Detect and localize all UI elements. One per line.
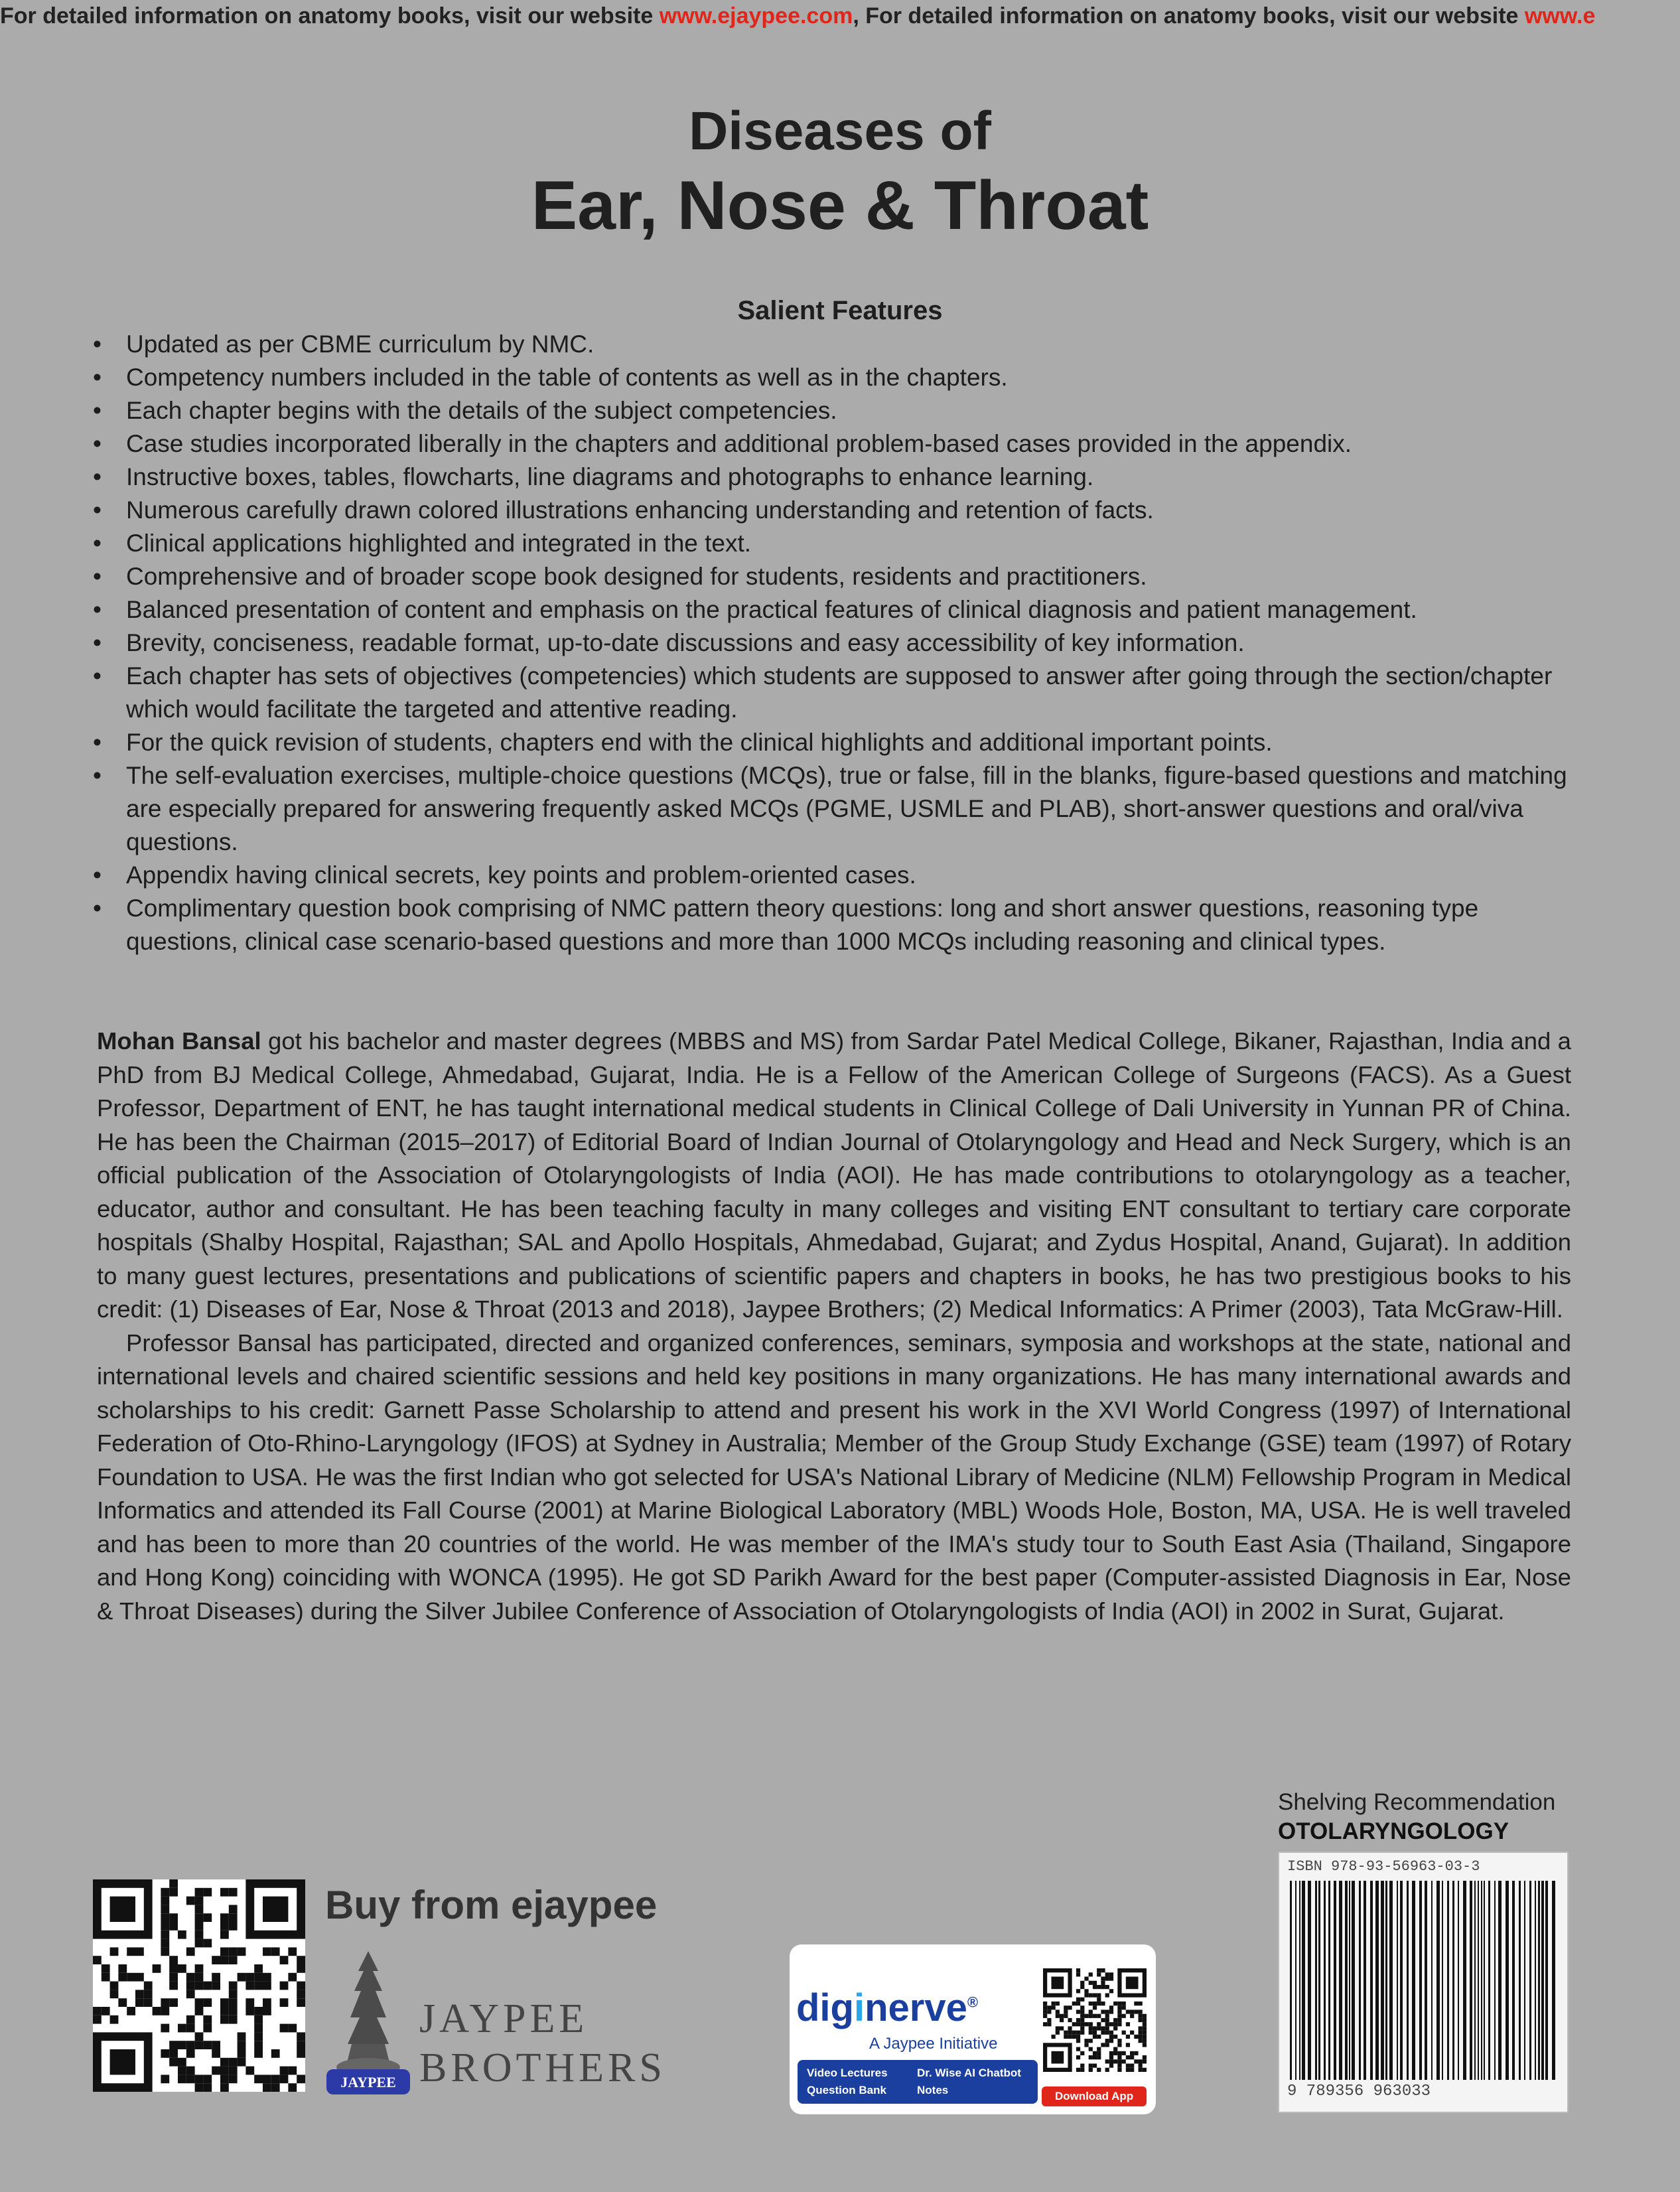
top-banner [0, 0, 1680, 32]
diginerve-qr-icon[interactable] [1043, 1968, 1147, 2072]
shelving-value: OTOLARYNGOLOGY [1278, 1818, 1509, 1844]
logo-part-b: i [853, 1986, 865, 2029]
features-list [93, 328, 1579, 958]
author-bio [97, 1025, 1571, 1628]
feature-item: • Each chapter has sets of objectives (competencies) which students are supposed to answer after going through the section/chapter which would facilitate the targeted and attentive reading. [93, 660, 1579, 726]
feature-item: • Competency numbers included in the table of contents as well as in the chapters. [93, 361, 1579, 394]
logo-part-c: nerve [865, 1986, 967, 2029]
author-name: Mohan Bansal [97, 1027, 261, 1055]
feature-item: • Appendix having clinical secrets, key points and problem-oriented cases. [93, 859, 1579, 892]
barcode-icon [1287, 1881, 1558, 2080]
registered-mark: ® [967, 1994, 979, 2011]
buy-from-ejaypee[interactable]: Buy from ejaypee [325, 1883, 658, 1927]
feature-ai-chatbot: Dr. Wise AI Chatbot [917, 2067, 1021, 2079]
publisher-line-1: JAYPEE [419, 1996, 589, 2041]
feature-video-lectures: Video Lectures [807, 2067, 888, 2079]
feature-item: • For the quick revision of students, chapters end with the clinical highlights and additional important points. [93, 726, 1579, 759]
feature-item: • The self-evaluation exercises, multiple-choice questions (MCQs), true or false, fill in the blanks, figure-based questions and matching are especially prepared for answering frequently asked MCQs (PGME, USMLE and PLAB), short-answer questions and oral/viva questions. [93, 759, 1579, 859]
feature-item: • Numerous carefully drawn colored illustrations enhancing understanding and retention of facts. [93, 494, 1579, 527]
banner-text-repeat: , For detailed information on anatomy books, visit our website [853, 3, 1525, 29]
shelving-recommendation [1278, 1788, 1610, 1846]
feature-item: • Case studies incorporated liberally in the chapters and additional problem-based cases provided in the appendix. [93, 427, 1579, 461]
banner-text: For detailed information on anatomy books, visit our website [0, 3, 660, 29]
emblem-label: JAYPEE [340, 2074, 396, 2090]
jaypee-emblem-icon [325, 1944, 411, 2097]
logo-part-a: dig [796, 1986, 854, 2029]
feature-item: • Clinical applications highlighted and integrated in the text. [93, 527, 1579, 560]
feature-item: • Comprehensive and of broader scope book designed for students, residents and practitioners. [93, 560, 1579, 593]
feature-item: • Brevity, conciseness, readable format, up-to-date discussions and easy accessibility of key information. [93, 626, 1579, 660]
title-line-1: Diseases of [689, 101, 991, 161]
website-link-repeat[interactable]: www.e [1524, 3, 1596, 29]
publisher-name [419, 1994, 666, 2092]
feature-notes: Notes [917, 2084, 949, 2096]
diginerve-logo [796, 1986, 978, 2030]
diginerve-tagline: A Jaypee Initiative [869, 2035, 998, 2053]
feature-item: • Updated as per CBME curriculum by NMC. [93, 328, 1579, 361]
isbn-text: ISBN 978-93-56963-03-3 [1287, 1858, 1480, 1875]
qr-code-icon[interactable] [93, 1879, 305, 2092]
feature-item: • Each chapter begins with the details of the subject competencies. [93, 394, 1579, 427]
publisher-line-2: BROTHERS [419, 2045, 666, 2090]
isbn-barcode [1278, 1852, 1569, 2113]
title-line-2: Ear, Nose & Throat [531, 167, 1149, 244]
bio-paragraph-1 [97, 1025, 1571, 1327]
diginerve-features [798, 2060, 1038, 2104]
shelving-label: Shelving Recommendation [1278, 1789, 1556, 1815]
feature-item: • Balanced presentation of content and emphasis on the practical features of clinical diagnosis and patient management. [93, 593, 1579, 626]
book-title [0, 98, 1680, 247]
feature-item: • Complimentary question book comprising of NMC pattern theory questions: long and short answer questions, reasoning type questions, clinical case scenario-based questions and more than 1000 MCQs including reasoning and clinical types. [93, 892, 1579, 958]
download-app-button[interactable]: Download App [1042, 2086, 1147, 2106]
features-heading: Salient Features [737, 296, 943, 325]
feature-item: • Instructive boxes, tables, flowcharts, line diagrams and photographs to enhance learning. [93, 461, 1579, 494]
feature-question-bank: Question Bank [807, 2084, 886, 2096]
barcode-digits: 9 789356 963033 [1287, 2082, 1431, 2100]
bio-text-1: got his bachelor and master degrees (MBBS and MS) from Sardar Patel Medical College, Bikaner, Rajasthan, India and a PhD from BJ Medical College, Ahmedabad, Gujarat, India. He is a Fellow of the American College of Surgeons (FACS). As a Guest Professor, Department of ENT, he has taught international medical students in Clinical College of Dali University in Yunnan PR of China. He has been the Chairman (2015–2017) of Editorial Board of Indian Journal of Otolaryngology and Head and Neck Surgery, which is an official publication of the Association of Otolaryngologists of India (AOI). He has made contributions to otolaryngology as a teacher, educator, author and consultant. He has been teaching faculty in many colleges and visiting ENT consultant to tertiary care corporate hospitals (Shalby Hospital, Rajasthan; SAL and Apollo Hospitals, Ahmedabad, Gujarat; and Zydus Hospital, Anand, Gujarat). In addition to many guest lectures, presentations and publications of scientific papers and chapters in books, he has two prestigious books to his credit: (1) Diseases of Ear, Nose & Throat (2013 and 2018), Jaypee Brothers; (2) Medical Informatics: A Primer (2003), Tata McGraw-Hill. [97, 1027, 1571, 1323]
diginerve-card[interactable] [790, 1944, 1156, 2114]
website-link[interactable]: www.ejaypee.com [659, 3, 853, 29]
bio-paragraph-2: Professor Bansal has participated, directed and organized conferences, seminars, symposia and workshops at the state, national and international levels and chaired scientific sessions and held key positions in many organizations. He has many international awards and scholarships to his credit: Garnett Passe Scholarship to attend and present his work in the XVI World Congress (1997) of International Federation of Oto-Rhino-Laryngology (IFOS) at Sydney in Australia; Member of the Group Study Exchange (GSE) team (1997) of Rotary Foundation to USA. He was the first Indian who got selected for USA's National Library of Medicine (NLM) Fellowship Program in Medical Informatics and attended its Fall Course (2001) at Marine Biological Laboratory (MBL) Woods Hole, Boston, MA, USA. He is well traveled and has been to more than 20 countries of the world. He was member of the IMA's study tour to South East Asia (Thailand, Singapore and Hong Kong) coinciding with WONCA (1995). He got SD Parikh Award for the best paper (Computer-assisted Diagnosis in Ear, Nose & Throat Diseases) during the Silver Jubilee Conference of Association of Otolaryngologists of India (AOI) in 2002 in Surat, Gujarat. [97, 1329, 1571, 1625]
